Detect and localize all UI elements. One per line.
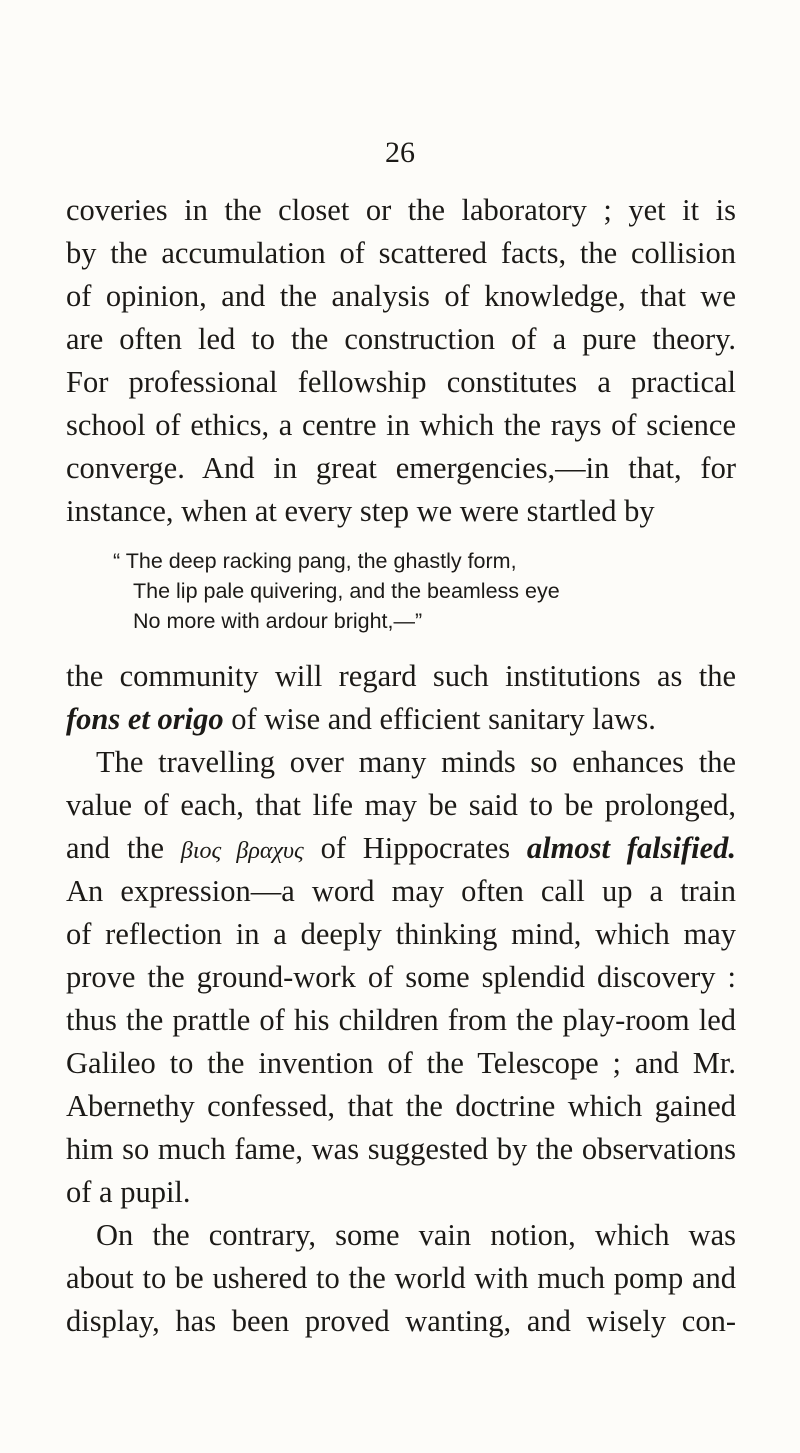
text-line: On the contrary, some vain notion, which was <box>96 1218 736 1252</box>
text-line: converge. And in great emergencies,—in that, for <box>66 451 736 485</box>
verse-line: “ The deep racking pang, the ghastly form, <box>113 549 517 573</box>
latin-phrase: fons et origo <box>66 702 224 736</box>
italic-phrase: almost falsified. <box>526 831 736 865</box>
text-line <box>66 828 736 871</box>
text-line: The travelling over many minds so enhances the <box>96 745 736 779</box>
text-line: Abernethy confessed, that the doctrine which gained <box>66 1089 736 1123</box>
text-line: value of each, that life may be said to be prolonged, <box>66 788 736 822</box>
text-run: and the <box>66 831 181 865</box>
text-line: of opinion, and the analysis of knowledge, that we <box>66 279 736 313</box>
text-line: instance, when at every step we were startled by <box>66 494 655 528</box>
text-line <box>66 699 736 739</box>
text-run: of Hippocrates <box>303 831 527 865</box>
greek-phrase: βιος βραχυς <box>180 838 304 864</box>
text-line: him so much fame, was suggested by the observations <box>66 1132 736 1166</box>
text-line: of reflection in a deeply thinking mind, which may <box>66 917 736 951</box>
text-line: prove the ground-work of some splendid discovery : <box>66 960 736 994</box>
text-line: coveries in the closet or the laboratory ; yet it is <box>66 193 736 227</box>
text-line: about to be ushered to the world with much pomp and <box>66 1261 736 1295</box>
text-line: of a pupil. <box>66 1175 191 1209</box>
text-line: the community will regard such institutions as the <box>66 659 736 693</box>
text-line: school of ethics, a centre in which the rays of science <box>66 408 736 442</box>
text-line: An expression—a word may often call up a train <box>66 874 736 908</box>
text-line: are often led to the construction of a pure theory. <box>66 322 736 356</box>
verse-line: No more with ardour bright,—” <box>133 609 423 633</box>
text-line: For professional fellowship constitutes a practical <box>66 365 736 399</box>
page-number: 26 <box>385 136 415 169</box>
text-line: Galileo to the invention of the Telescope ; and Mr. <box>66 1046 736 1080</box>
verse-line: The lip pale quivering, and the beamless eye <box>133 579 560 603</box>
text-run: of wise and efficient sanitary laws. <box>223 702 656 736</box>
text-line: display, has been proved wanting, and wisely con- <box>66 1304 736 1338</box>
text-line: by the accumulation of scattered facts, the collision <box>66 236 736 270</box>
text-line: thus the prattle of his children from the play-room led <box>66 1003 736 1037</box>
